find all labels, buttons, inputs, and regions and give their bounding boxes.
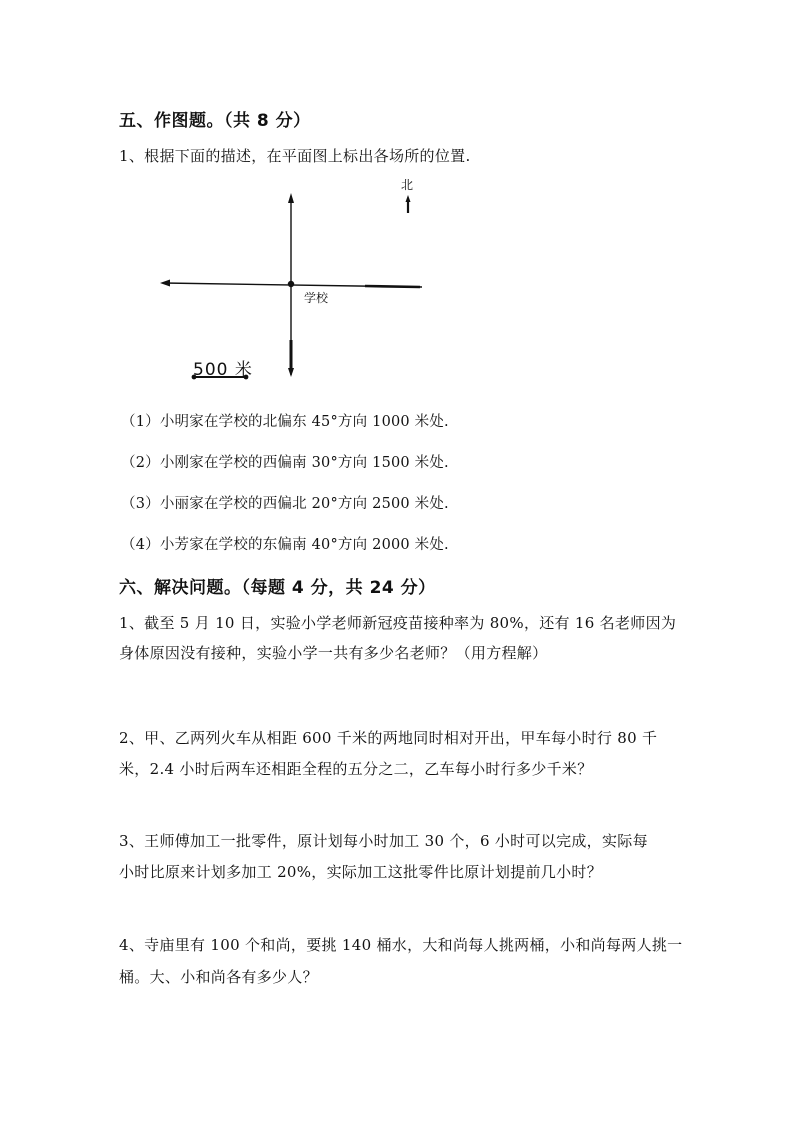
axis-arrow-up-icon [288, 193, 294, 203]
section5-item-4: （4）小芳家在学校的东偏南 40°方向 2000 米处. [121, 537, 449, 553]
horizontal-axis-right-thick [365, 286, 420, 287]
section5-question-1: 1、根据下面的描述，在平面图上标出各场所的位置. [119, 147, 471, 165]
problem-2-line-2: 米，2.4 小时后两车还相距全程的五分之二，乙车每小时行多少千米？ [119, 760, 593, 778]
axis-arrow-down-icon [288, 368, 294, 377]
north-label: 北 [401, 178, 414, 192]
problem-3-line-2: 小时比原来计划多加工 20%，实际加工这批零件比原计划提前几小时？ [119, 863, 603, 881]
problem-2-line-1: 2、甲、乙两列火车从相距 600 千米的两地同时相对开出，甲车每小时行 80 千 [119, 729, 658, 747]
section5-item-2: （2）小刚家在学校的西偏南 30°方向 1500 米处. [121, 455, 449, 471]
problem-1-line-2: 身体原因没有接种，实验小学一共有多少名老师？（用方程解） [119, 644, 548, 662]
axis-arrow-left-icon [160, 280, 170, 287]
school-point [288, 281, 294, 287]
plan-map-svg [150, 175, 430, 385]
scale-label: 500 米 [193, 360, 253, 380]
problem-1-line-1: 1、截至 5 月 10 日，实验小学老师新冠疫苗接种率为 80%，还有 16 名老师因为 [119, 614, 677, 632]
problem-4-line-1: 4、寺庙里有 100 个和尚，要挑 140 桶水，大和尚每人挑两桶，小和尚每两人挑一 [119, 936, 683, 954]
section6-title: 六、解决问题。（每题 4 分，共 24 分） [119, 578, 436, 598]
section5-item-1: （1）小明家在学校的北偏东 45°方向 1000 米处. [121, 414, 449, 430]
section5-title: 五、作图题。（共 8 分） [119, 111, 311, 131]
school-label: 学校 [304, 291, 329, 305]
problem-3-line-1: 3、王师傅加工一批零件，原计划每小时加工 30 个，6 小时可以完成，实际每 [119, 832, 648, 850]
section5-item-3: （3）小丽家在学校的西偏北 20°方向 2500 米处. [121, 496, 449, 512]
north-arrowhead-icon [406, 195, 411, 202]
problem-4-line-2: 桶。大、小和尚各有多少人？ [119, 968, 318, 986]
